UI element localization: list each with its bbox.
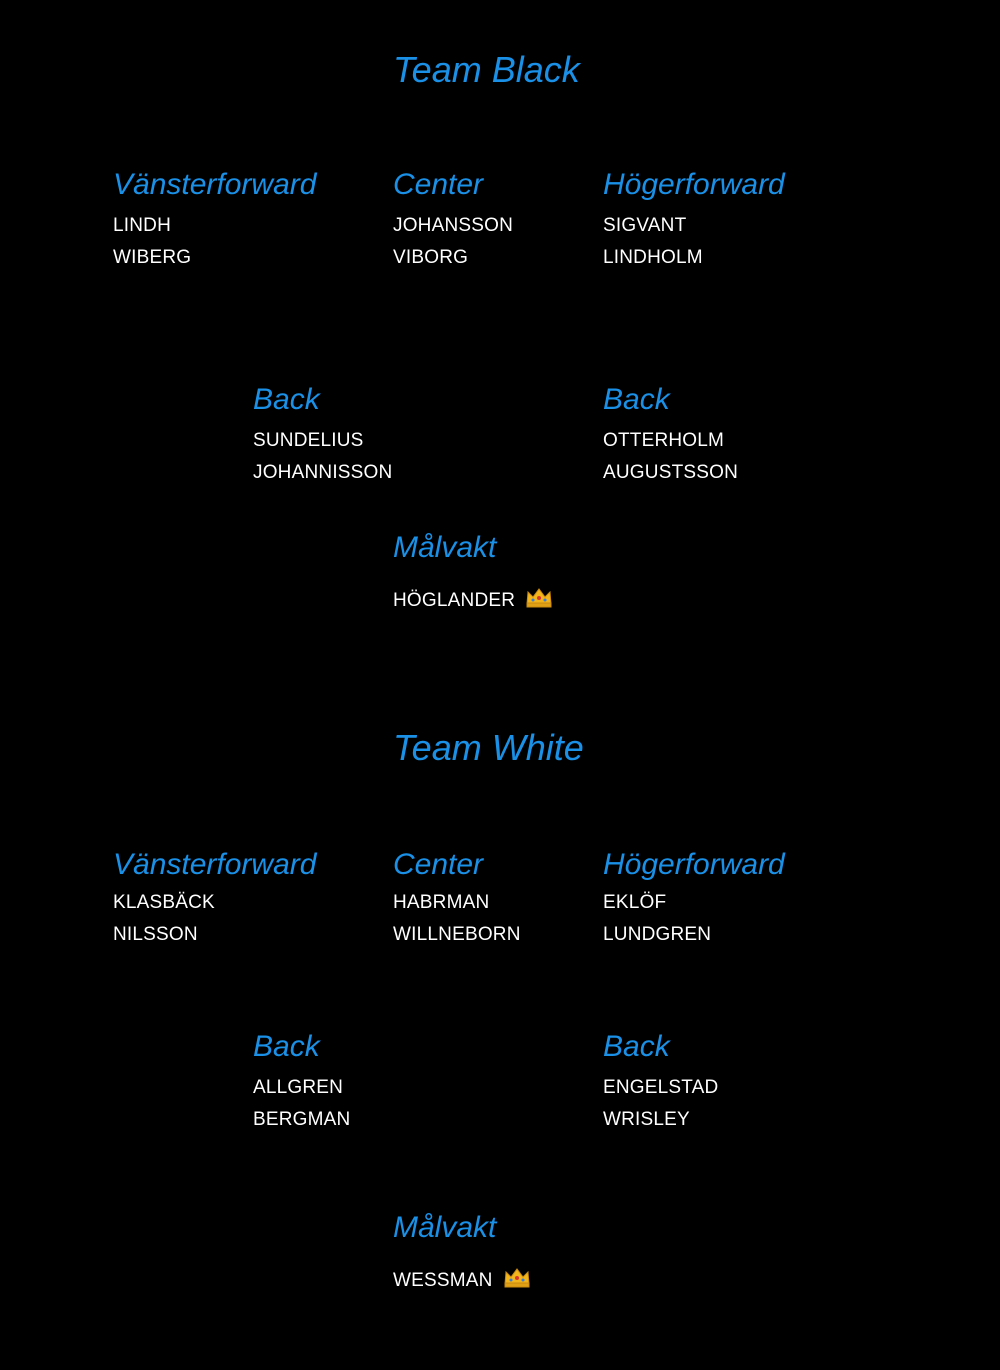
player-name: AUGUSTSSON bbox=[603, 462, 739, 483]
player-name: KLASBÄCK bbox=[113, 892, 215, 913]
player-name: OTTERHOLM bbox=[603, 430, 725, 451]
player-name: HÖGLANDER bbox=[393, 590, 516, 611]
player-name: WILLNEBORN bbox=[393, 924, 521, 945]
goalie-row bbox=[393, 1265, 531, 1299]
position-label: Vänsterforward bbox=[113, 848, 317, 881]
player-list bbox=[113, 887, 316, 951]
player-name: LUNDGREN bbox=[603, 924, 712, 945]
player-list bbox=[603, 1072, 718, 1136]
player-name: LINDH bbox=[113, 215, 172, 236]
position-label: Högerforward bbox=[603, 848, 785, 881]
player-name: VIBORG bbox=[393, 247, 469, 268]
position-label: Center bbox=[393, 848, 484, 881]
position-label: Högerforward bbox=[603, 168, 785, 201]
player-list bbox=[603, 425, 738, 489]
position-right-forward bbox=[603, 168, 785, 274]
player-name: WIBERG bbox=[113, 247, 192, 268]
player-list bbox=[113, 210, 316, 274]
player-name: NILSSON bbox=[113, 924, 198, 945]
player-name: WESSMAN bbox=[393, 1270, 493, 1291]
position-center bbox=[393, 168, 513, 274]
position-goalie bbox=[393, 1211, 531, 1299]
crown-icon bbox=[503, 1266, 531, 1299]
player-list bbox=[393, 1265, 531, 1299]
player-name: JOHANNISSON bbox=[253, 462, 393, 483]
player-list bbox=[393, 585, 553, 619]
team-title: Team Black bbox=[393, 49, 580, 90]
player-list bbox=[253, 425, 392, 489]
position-label: Center bbox=[393, 168, 484, 201]
player-name: SUNDELIUS bbox=[253, 430, 364, 451]
position-back-left bbox=[253, 1030, 350, 1136]
position-back-right bbox=[603, 383, 738, 489]
player-list bbox=[393, 210, 513, 274]
player-name: JOHANSSON bbox=[393, 215, 514, 236]
player-name: WRISLEY bbox=[603, 1109, 690, 1130]
position-label: Back bbox=[603, 1030, 670, 1063]
position-goalie bbox=[393, 531, 553, 619]
goalie-row bbox=[393, 585, 553, 619]
player-name: SIGVANT bbox=[603, 215, 687, 236]
position-center bbox=[393, 848, 521, 951]
player-list bbox=[603, 887, 785, 951]
team-title: Team White bbox=[393, 727, 584, 768]
position-left-forward bbox=[113, 848, 316, 951]
player-list bbox=[253, 1072, 350, 1136]
position-label: Back bbox=[253, 383, 320, 416]
position-label: Vänsterforward bbox=[113, 168, 317, 201]
position-right-forward bbox=[603, 848, 785, 951]
position-label: Målvakt bbox=[393, 531, 497, 564]
player-name: LINDHOLM bbox=[603, 247, 703, 268]
position-back-right bbox=[603, 1030, 718, 1136]
position-back-left bbox=[253, 383, 392, 489]
player-list bbox=[393, 887, 521, 951]
player-name: ALLGREN bbox=[253, 1077, 344, 1098]
player-name: ENGELSTAD bbox=[603, 1077, 719, 1098]
position-label: Back bbox=[253, 1030, 320, 1063]
position-left-forward bbox=[113, 168, 316, 274]
player-name: BERGMAN bbox=[253, 1109, 351, 1130]
player-name: HABRMAN bbox=[393, 892, 490, 913]
player-name: EKLÖF bbox=[603, 892, 667, 913]
position-label: Målvakt bbox=[393, 1211, 497, 1244]
player-list bbox=[603, 210, 785, 274]
crown-icon bbox=[525, 586, 553, 619]
position-label: Back bbox=[603, 383, 670, 416]
